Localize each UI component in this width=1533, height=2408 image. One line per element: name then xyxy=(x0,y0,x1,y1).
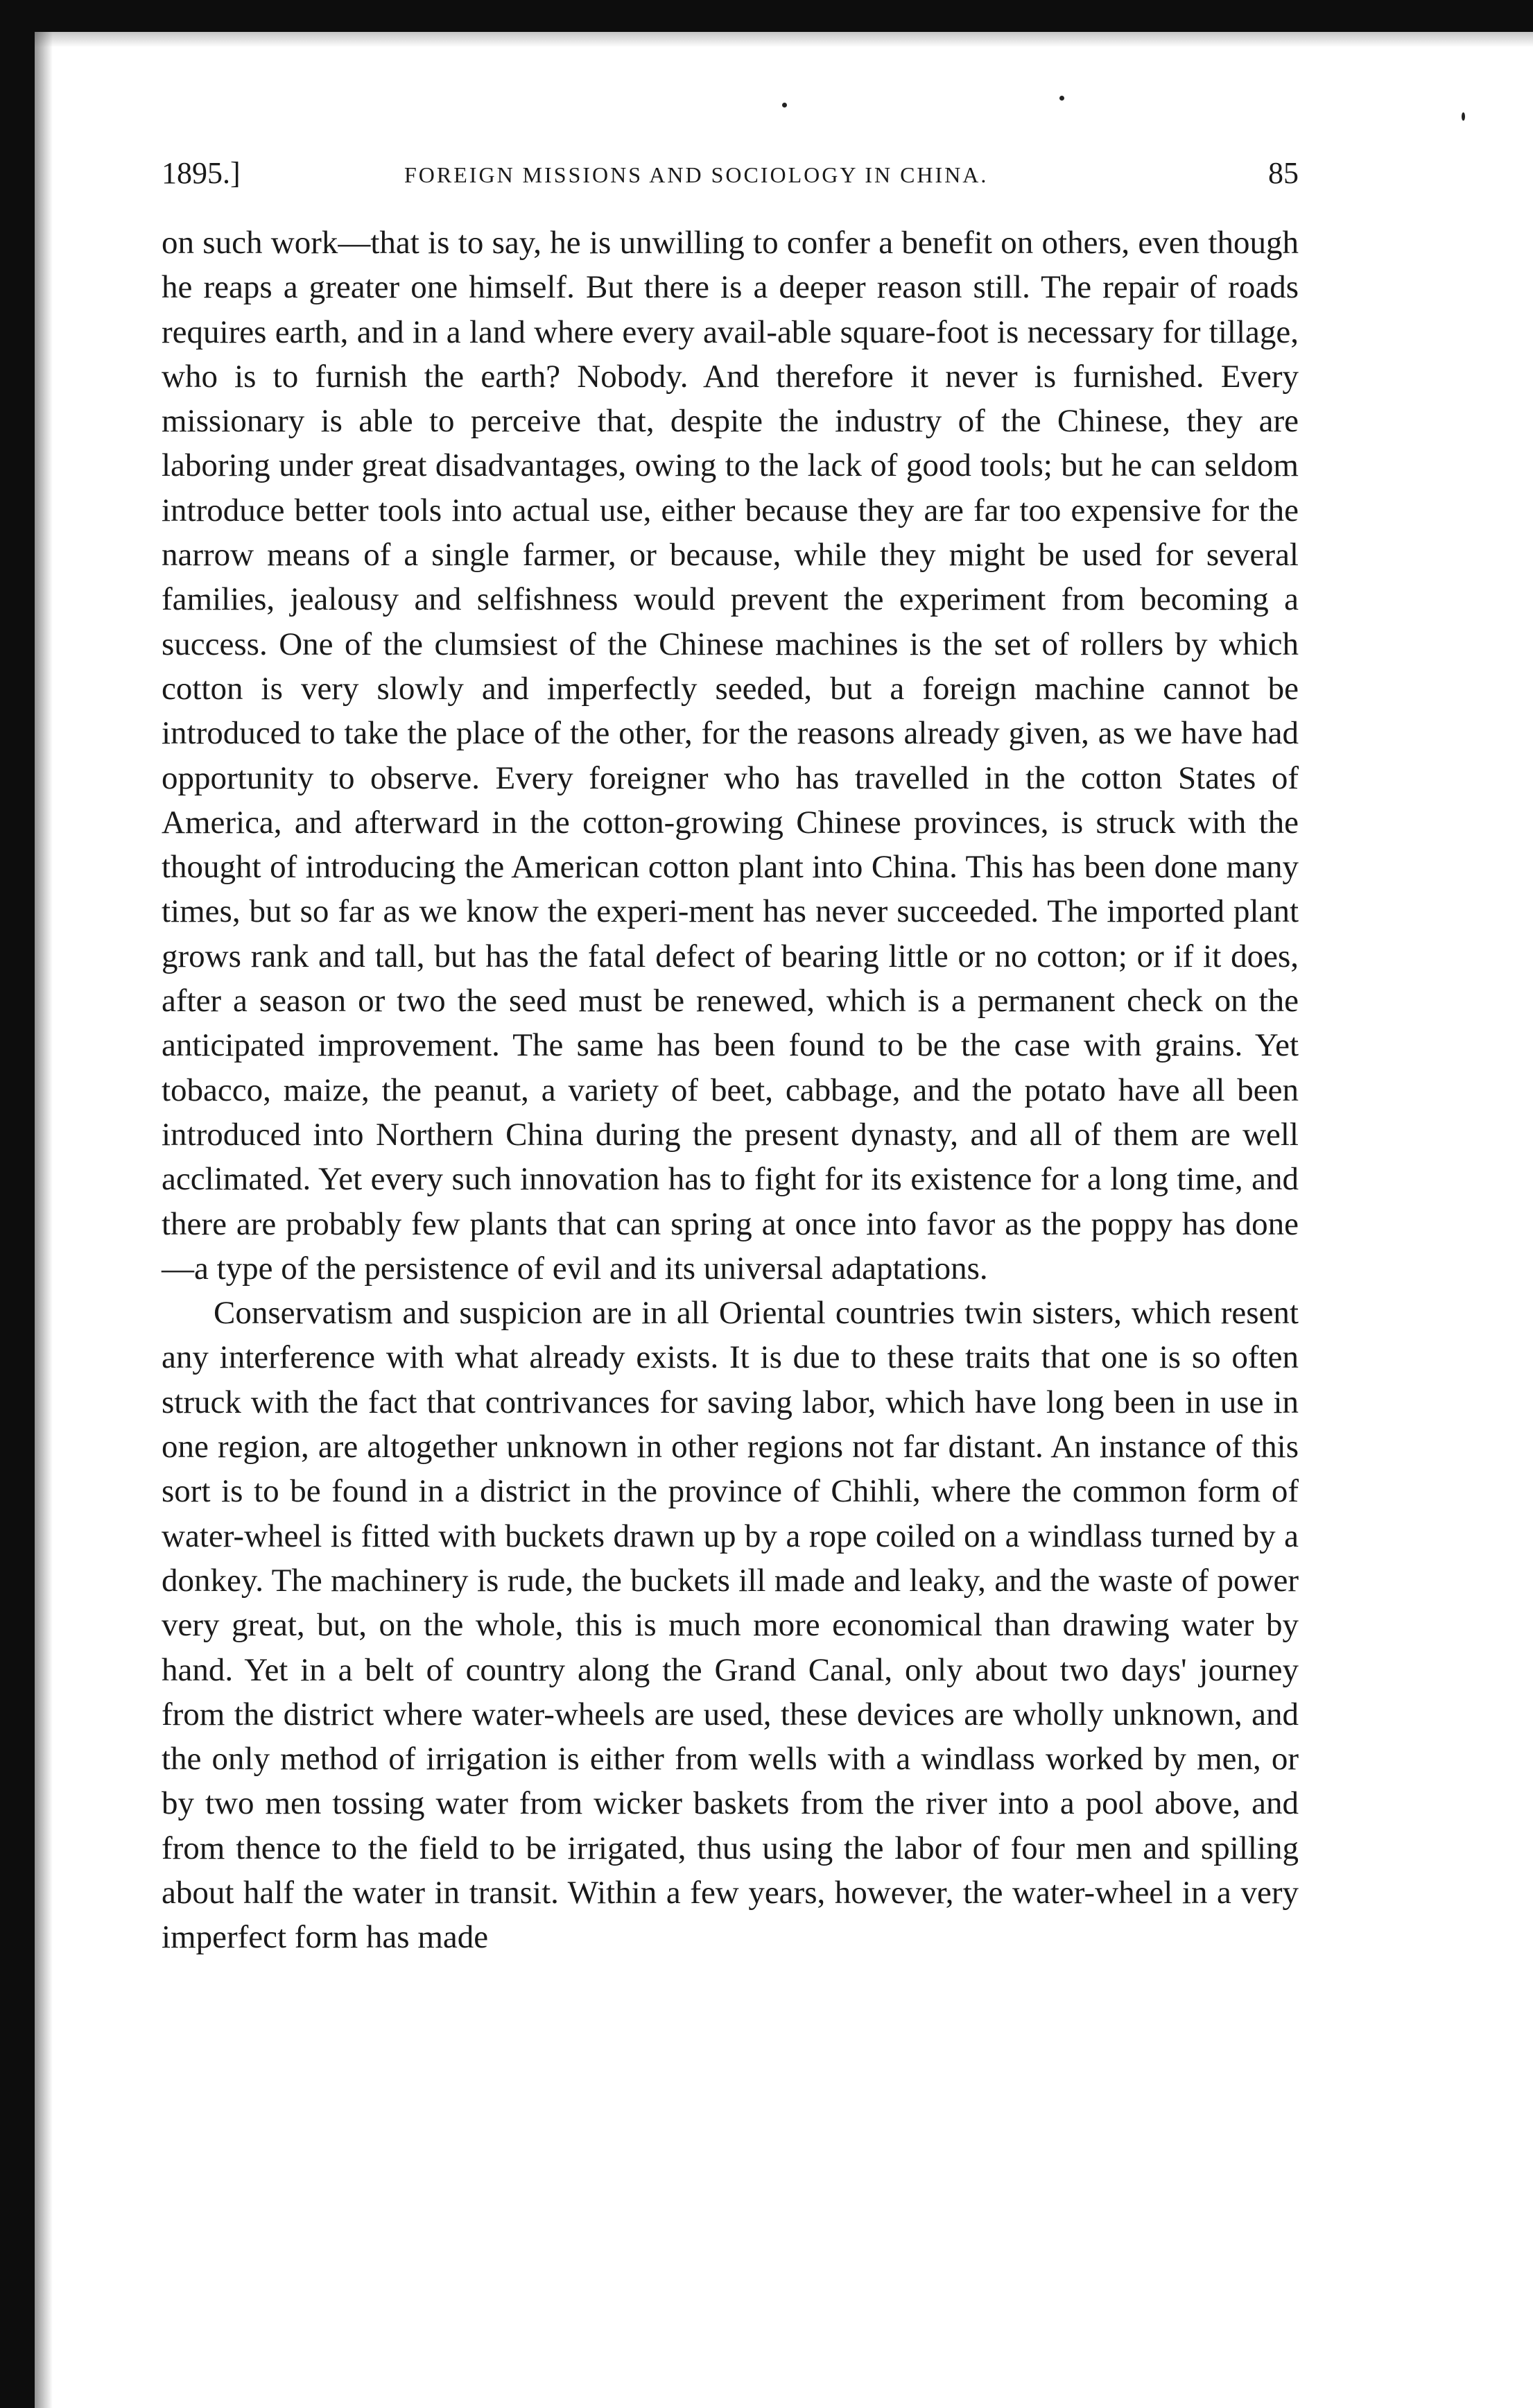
scan-top-shadow xyxy=(0,32,1533,47)
scan-speck xyxy=(782,103,787,108)
page-number: 85 xyxy=(1268,156,1299,190)
running-head-year: 1895.] xyxy=(162,156,241,190)
paragraph: on such work—that is to say, he is unwilling to confer a benefit on others, even though he reaps a greater one himself. But there is a deeper reason still. The repair of roads requires earth, and in a land where every avail-able square-foot is necessary for tillage, who is to furnish the earth? Nobody. And therefore it never is furnished. Every missionary is able to perceive that, despite the industry of the Chinese, they are laboring under great disadvantages, owing to the lack of good tools; but he can seldom introduce better tools into actual use, either because they are far too expensive for the narrow means of a single farmer, or because, while they might be used for several families, jealousy and selfishness would prevent the experiment from becoming a success. One of the clumsiest of the Chinese machines is the set of rollers by which cotton is very slowly and imperfectly seeded, but a foreign machine cannot be introduced to take the place of the other, for the reasons already given, as we have had opportunity to observe. Every foreigner who has travelled in the cotton States of America, and afterward in the cotton-growing Chinese provinces, is struck with the thought of introducing the American cotton plant into China. This has been done many times, but so far as we know the experi-ment has never succeeded. The imported plant grows rank and tall, but has the fatal defect of bearing little or no cotton; or if it does, after a season or two the seed must be renewed, which is a permanent check on the anticipated improvement. The same has been found to be the case with grains. Yet tobacco, maize, the peanut, a variety of beet, cabbage, and the potato have all been introduced into Northern China during the present dynasty, and all of them are well acclimated. Yet every such innovation has to fight for its existence for a long time, and there are probably few plants that can spring at once into favor as the poppy has done—a type of the persistence of evil and its universal adaptations. xyxy=(162,225,1299,1287)
scan-top-border xyxy=(0,0,1533,32)
scan-left-shadow xyxy=(35,32,53,2408)
running-head xyxy=(162,155,1299,197)
body-text xyxy=(162,221,1299,1960)
paragraph: Conservatism and suspicion are in all Oriental countries twin sisters, which resent any interference with what already exists. It is due to these traits that one is so often struck with the fact that contrivances for saving labor, which have long been in use in one region, are altogether unknown in other regions not far distant. An instance of this sort is to be found in a district in the province of Chihli, where the common form of water-wheel is fitted with buckets drawn up by a rope coiled on a windlass turned by a donkey. The machinery is rude, the buckets ill made and leaky, and the waste of power very great, but, on the whole, this is much more economical than drawing water by hand. Yet in a belt of country along the Grand Canal, only about two days' journey from the district where water-wheels are used, these devices are wholly unknown, and the only method of irrigation is either from wells with a windlass worked by men, or by two men tossing water from wicker baskets from the river into a pool above, and from thence to the field to be irrigated, thus using the labor of four men and spilling about half the water in transit. Within a few years, however, the water-wheel in a very imperfect form has made xyxy=(162,1295,1299,1956)
scan-speck xyxy=(1059,96,1064,101)
running-head-title: FOREIGN MISSIONS AND SOCIOLOGY IN CHINA. xyxy=(404,162,989,187)
scan-left-border xyxy=(0,0,35,2408)
scan-speck xyxy=(1462,112,1465,121)
